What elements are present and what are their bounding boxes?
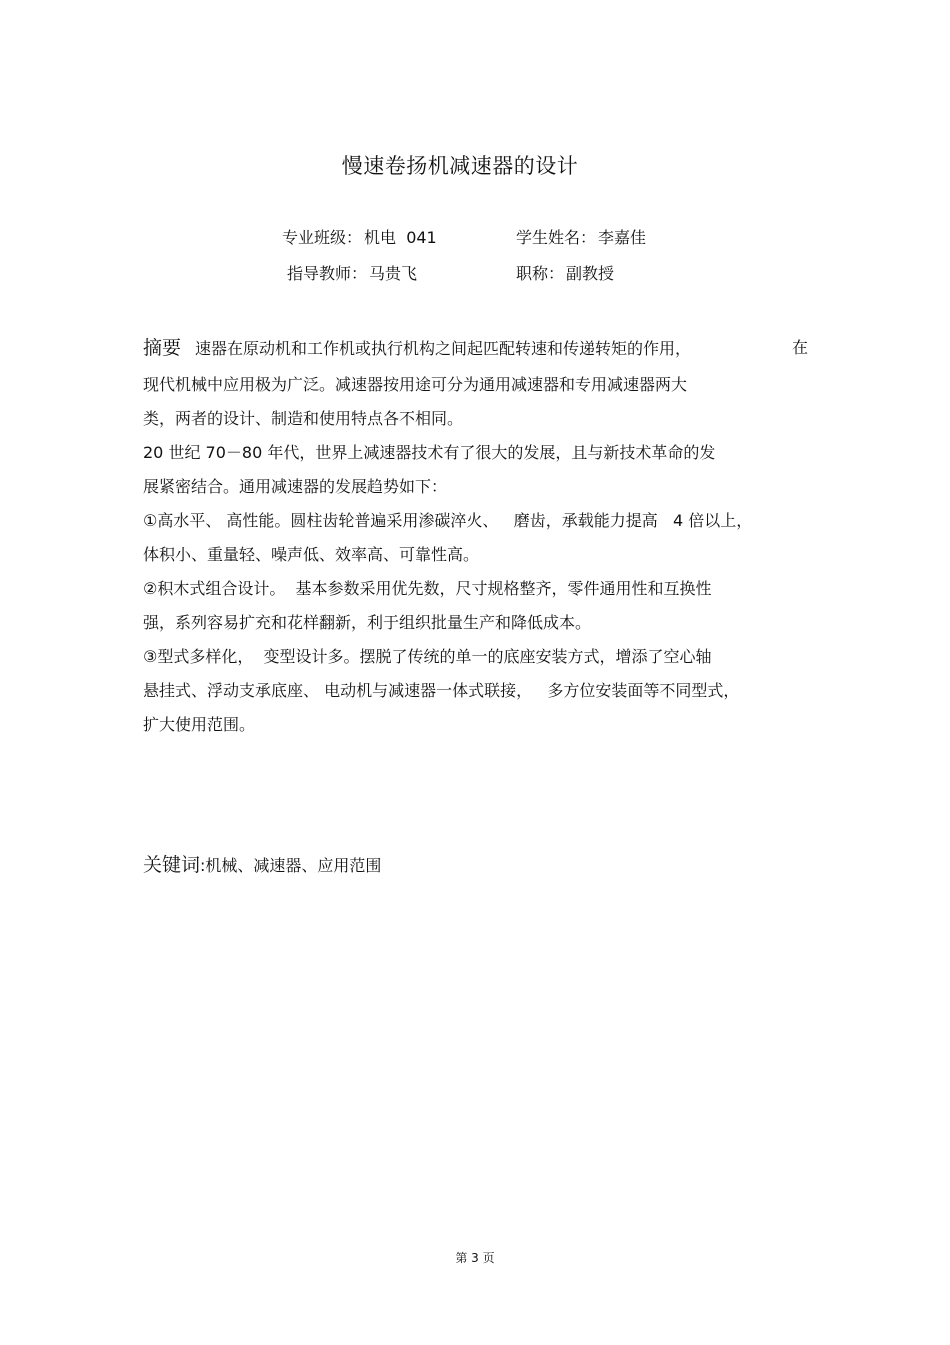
class-field: [282, 225, 437, 248]
abstract-line: ③型式多样化， 变型设计多。摆脱了传统的单一的底座安装方式，增添了空心轴: [143, 647, 712, 666]
abstract-section: [143, 328, 808, 742]
abstract-line: 类，两者的设计、制造和使用特点各不相同。: [143, 409, 464, 428]
advisor-value: 马贵飞: [369, 264, 418, 283]
abstract-line: 展紧密结合。通用减速器的发展趋势如下：: [143, 477, 448, 496]
student-field: [516, 225, 646, 248]
abstract-line: 悬挂式、浮动支承底座、 电动机与减速器一体式联接， 多方位安装面等不同型式，: [143, 681, 740, 700]
rank-value: 副教授: [566, 264, 615, 283]
abstract-first-text: 速器在原动机和工作机或执行机构之间起匹配转速和传递转矩的作用，: [195, 339, 692, 358]
abstract-line: 体积小、重量轻、噪声低、效率高、可靠性高。: [143, 545, 480, 564]
student-value: 李嘉佳: [598, 228, 647, 247]
keywords-line: [143, 850, 381, 877]
abstract-line: 强，系列容易扩充和花样翻新，利于组织批量生产和降低成本。: [143, 613, 592, 632]
student-label: 学生姓名：: [516, 228, 597, 247]
abstract-line: 现代机械中应用极为广泛。减速器按用途可分为通用减速器和专用减速器两大: [143, 375, 688, 394]
advisor-label: 指导教师：: [287, 264, 368, 283]
abstract-line: 扩大使用范围。: [143, 715, 256, 734]
abstract-label: 摘要: [143, 337, 182, 359]
class-value: 机电 041: [364, 228, 437, 247]
abstract-line: ①高水平、 高性能。圆柱齿轮普遍采用渗碳淬火、 磨齿，承载能力提高 4 倍以上，: [143, 511, 753, 530]
class-label: 专业班级：: [282, 228, 363, 247]
abstract-first-line: [143, 328, 808, 368]
abstract-line: ②积木式组合设计。 基本参数采用优先数，尺寸规格整齐，零件通用性和互换性: [143, 579, 712, 598]
rank-label: 职称：: [516, 264, 565, 283]
page-number: 第 3 页: [455, 1251, 495, 1265]
document-title: 慢速卷扬机减速器的设计: [341, 154, 579, 178]
abstract-line: 20 世纪 70－80 年代，世界上减速器技术有了很大的发展，且与新技术革命的发: [143, 443, 716, 462]
abstract-first-tail: 在: [791, 338, 808, 357]
advisor-field: [287, 261, 417, 284]
keywords-label: 关键词: [143, 854, 201, 876]
rank-field: [516, 261, 614, 284]
keywords-value: :机械、减速器、应用范围: [200, 856, 382, 875]
